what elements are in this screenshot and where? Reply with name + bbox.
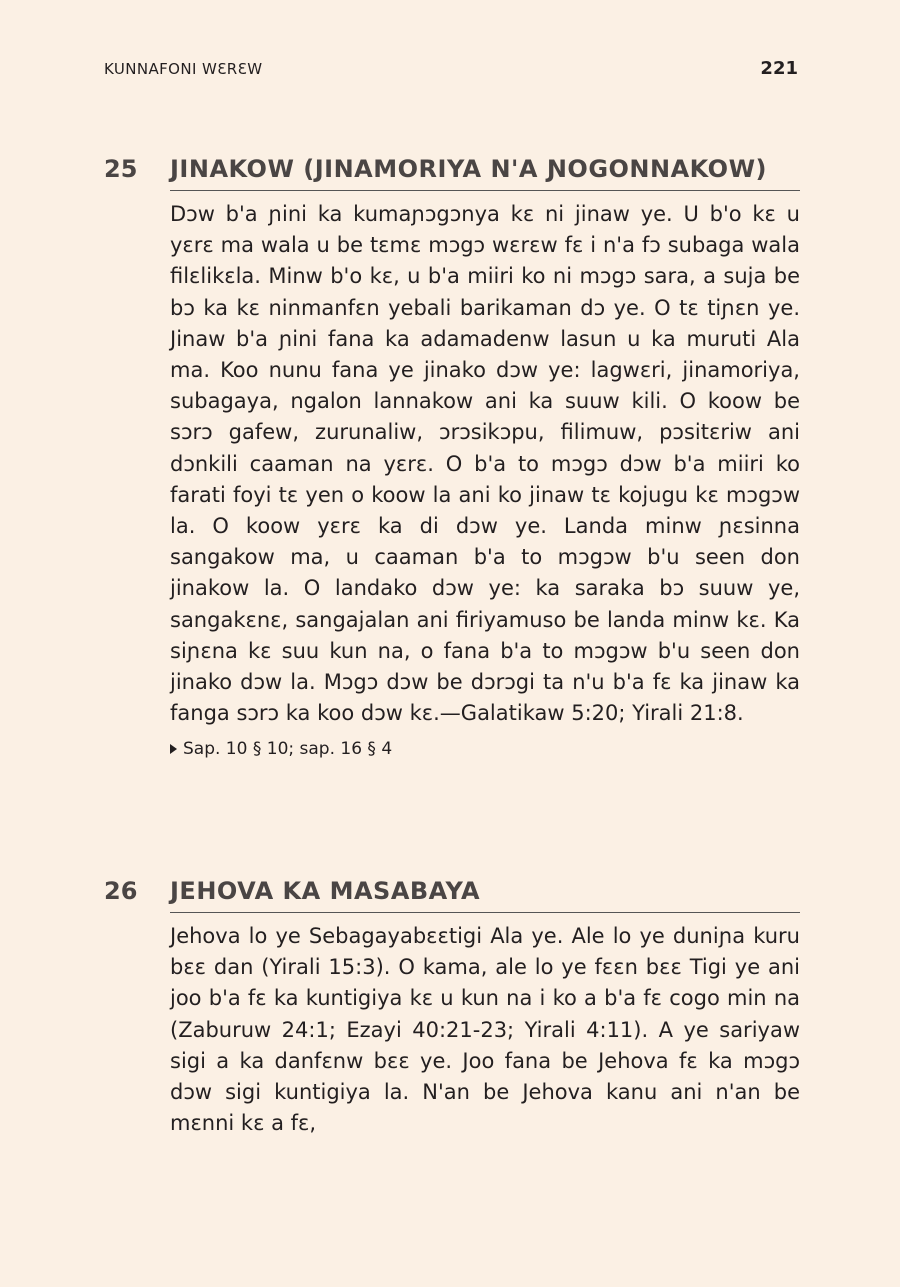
section-title: JEHOVA KA MASABAYA: [170, 874, 800, 913]
triangle-bullet-icon: [170, 744, 177, 754]
section-title: JINAKOW (JINAMORIYA N'A ƝOGONNAKOW): [170, 152, 800, 191]
section-heading: [104, 874, 800, 913]
section-26: [104, 874, 800, 1139]
section-body: Jehova lo ye Sebagayabɛɛtigi Ala ye. Ale lo ye duniɲa kuru bɛɛ dan (Yirali 15:3). O kama, ale lo ye fɛɛn bɛɛ Tigi ye ani joo b'a fɛ ka kuntigiya kɛ u kun na i ko a b'a fɛ cogo min na (Zaburuw 24:1; Ezayi 40:21-23; Yirali 4:11). A ye sariyaw sigi a ka danfɛnw bɛɛ ye. Joo fana be Jehova fɛ ka mɔgɔ dɔw sigi kuntigiya la. N'an be Jehova kanu ani n'an be mɛnni kɛ a fɛ,: [170, 924, 800, 1136]
reference-link[interactable]: [170, 739, 800, 759]
section-number: 25: [104, 155, 138, 183]
section-25: [104, 152, 800, 759]
reference-text: Sap. 10 § 10; sap. 16 § 4: [183, 739, 393, 760]
section-number: 26: [104, 877, 138, 905]
section-body: Dɔw b'a ɲini ka kumaɲɔgɔnya kɛ ni jinaw ye. U b'o kɛ u yɛrɛ ma wala u be tɛmɛ mɔgɔ wɛrɛw fɛ i n'a fɔ subaga wala filɛlikɛla. Minw b'o kɛ, u b'a miiri ko ni mɔgɔ sara, a suja be bɔ ka kɛ ninmanfɛn yebali barikaman dɔ ye. O tɛ tiɲɛn ye. Jinaw b'a ɲini fana ka adamadenw lasun u ka muruti Ala ma. Koo nunu fana ye jinako dɔw ye: lagwɛri, jinamoriya, subagaya, ngalon lannakow ani ka suuw kili. O koow be sɔrɔ gafew, zurunaliw, ɔrɔsikɔpu, filimuw, pɔsitɛriw ani dɔnkili caaman na yɛrɛ. O b'a to mɔgɔ dɔw b'a miiri ko farati foyi tɛ yen o koow la ani ko jinaw tɛ kojugu kɛ mɔgɔw la. O koow yɛrɛ ka di dɔw ye. Landa minw ɲɛsinna sangakow ma, u caaman b'a to mɔgɔw b'u seen don jinakow la. O landako dɔw ye: ka saraka bɔ suuw ye, sangakɛnɛ, sangajalan ani firiyamuso be landa minw kɛ. Ka siɲɛna kɛ suu kun na, o fana b'a to mɔgɔw b'u seen don jinako dɔw la. Mɔgɔ dɔw be dɔrɔgi ta n'u b'a fɛ ka jinaw ka fanga sɔrɔ ka koo dɔw kɛ.—Galatikaw 5:20; Yirali 21:8.: [170, 202, 800, 726]
running-head: KUNNAFONI WƐRƐW: [104, 60, 263, 78]
page-number: 221: [760, 58, 798, 79]
section-heading: [104, 152, 800, 191]
